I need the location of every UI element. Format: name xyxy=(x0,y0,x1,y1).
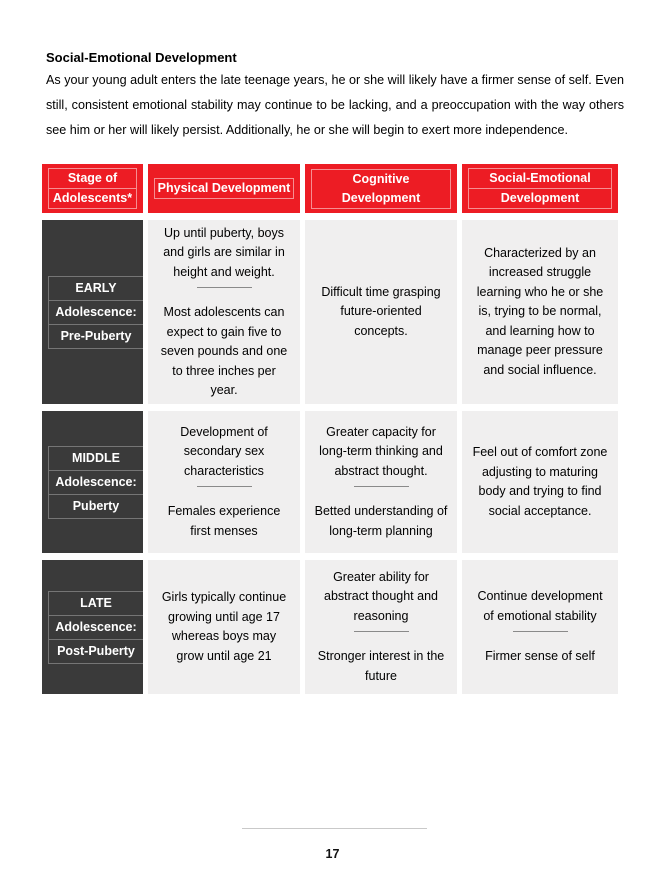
cell-text: Characterized by an increased struggle learning who he or she is, trying to be normal, and learning how to manage peer pressure and social influence. xyxy=(476,245,604,377)
stage-label-line: EARLY xyxy=(75,280,117,295)
stage-cell-middle xyxy=(42,411,143,553)
cell-text: Greater ability for abstract thought and reasoning xyxy=(324,569,438,623)
page-number: 17 xyxy=(325,847,340,861)
header-text: Stage of xyxy=(67,171,118,185)
cell-text: Feel out of comfort zone adjusting to maturing body and trying to find social acceptance. xyxy=(472,445,608,518)
footer-rule xyxy=(242,828,427,829)
cell-text: Girls typically continue growing until age 17 whereas boys may grow until age 21 xyxy=(161,590,287,663)
header-text: Adolescents* xyxy=(49,188,136,208)
table-header-cognitive xyxy=(305,164,457,213)
cell-text: Females experience first menses xyxy=(167,504,281,538)
cell-late-social xyxy=(462,560,618,694)
stage-label-line: Adolescence: xyxy=(49,470,143,494)
cell-text: Most adolescents can expect to gain five to seven pounds and one to three inches per year. xyxy=(160,305,288,397)
stage-label-line: Puberty xyxy=(49,494,143,518)
section-heading: Social-Emotional Development xyxy=(46,50,237,65)
stage-label-line: LATE xyxy=(80,595,112,610)
stage-label-line: Adolescence: xyxy=(49,615,143,639)
cell-early-cognitive xyxy=(305,220,457,404)
cell-text: Betted understanding of long-term planning xyxy=(314,504,448,538)
stage-label-box xyxy=(48,276,143,349)
header-text: Social-Emotional xyxy=(489,171,591,185)
cell-early-social xyxy=(462,220,618,404)
cell-divider xyxy=(513,631,568,632)
development-table xyxy=(42,164,618,694)
cell-text: Development of secondary sex characteristics xyxy=(180,424,268,478)
stage-label-line: MIDDLE xyxy=(72,450,120,465)
header-inner-box xyxy=(311,169,451,209)
header-text: Cognitive Development xyxy=(341,171,421,205)
stage-label-line: Pre-Puberty xyxy=(49,324,143,348)
cell-text: Stronger interest in the future xyxy=(317,649,445,683)
cell-middle-social xyxy=(462,411,618,553)
cell-middle-cognitive xyxy=(305,411,457,553)
cell-text: Firmer sense of self xyxy=(485,649,595,664)
cell-late-physical xyxy=(148,560,300,694)
cell-text: Greater capacity for long-term thinking and abstract thought. xyxy=(319,424,443,478)
table-header-social-emotional xyxy=(462,164,618,213)
header-inner-box xyxy=(468,168,612,209)
header-text: Physical Development xyxy=(157,181,291,195)
cell-text: Difficult time grasping future-oriented concepts. xyxy=(321,284,441,338)
cell-divider xyxy=(197,486,252,487)
stage-label-line: Post-Puberty xyxy=(49,639,143,663)
stage-label-box xyxy=(48,591,143,664)
stage-cell-early xyxy=(42,220,143,404)
table-header-physical xyxy=(148,164,300,213)
cell-text: Continue development of emotional stability xyxy=(477,589,603,623)
table-header-stage xyxy=(42,164,143,213)
header-inner-box xyxy=(48,168,137,209)
cell-early-physical xyxy=(148,220,300,404)
cell-divider xyxy=(354,486,409,487)
body-paragraph: As your young adult enters the late teenage years, he or she will likely have a firmer sense of self. Even still, consistent emotional stability may continue to be lacking, and a preoccupation with the way others see him or her will likely persist. Additionally, he or she will begin to exert more independence. xyxy=(46,73,624,137)
cell-text: Up until puberty, boys and girls are similar in height and weight. xyxy=(163,225,285,279)
cell-divider xyxy=(197,287,252,288)
cell-late-cognitive xyxy=(305,560,457,694)
header-inner-box xyxy=(154,178,294,199)
cell-middle-physical xyxy=(148,411,300,553)
cell-divider xyxy=(354,631,409,632)
header-text: Development xyxy=(469,188,611,208)
stage-cell-late xyxy=(42,560,143,694)
stage-label-line: Adolescence: xyxy=(49,300,143,324)
stage-label-box xyxy=(48,446,143,519)
